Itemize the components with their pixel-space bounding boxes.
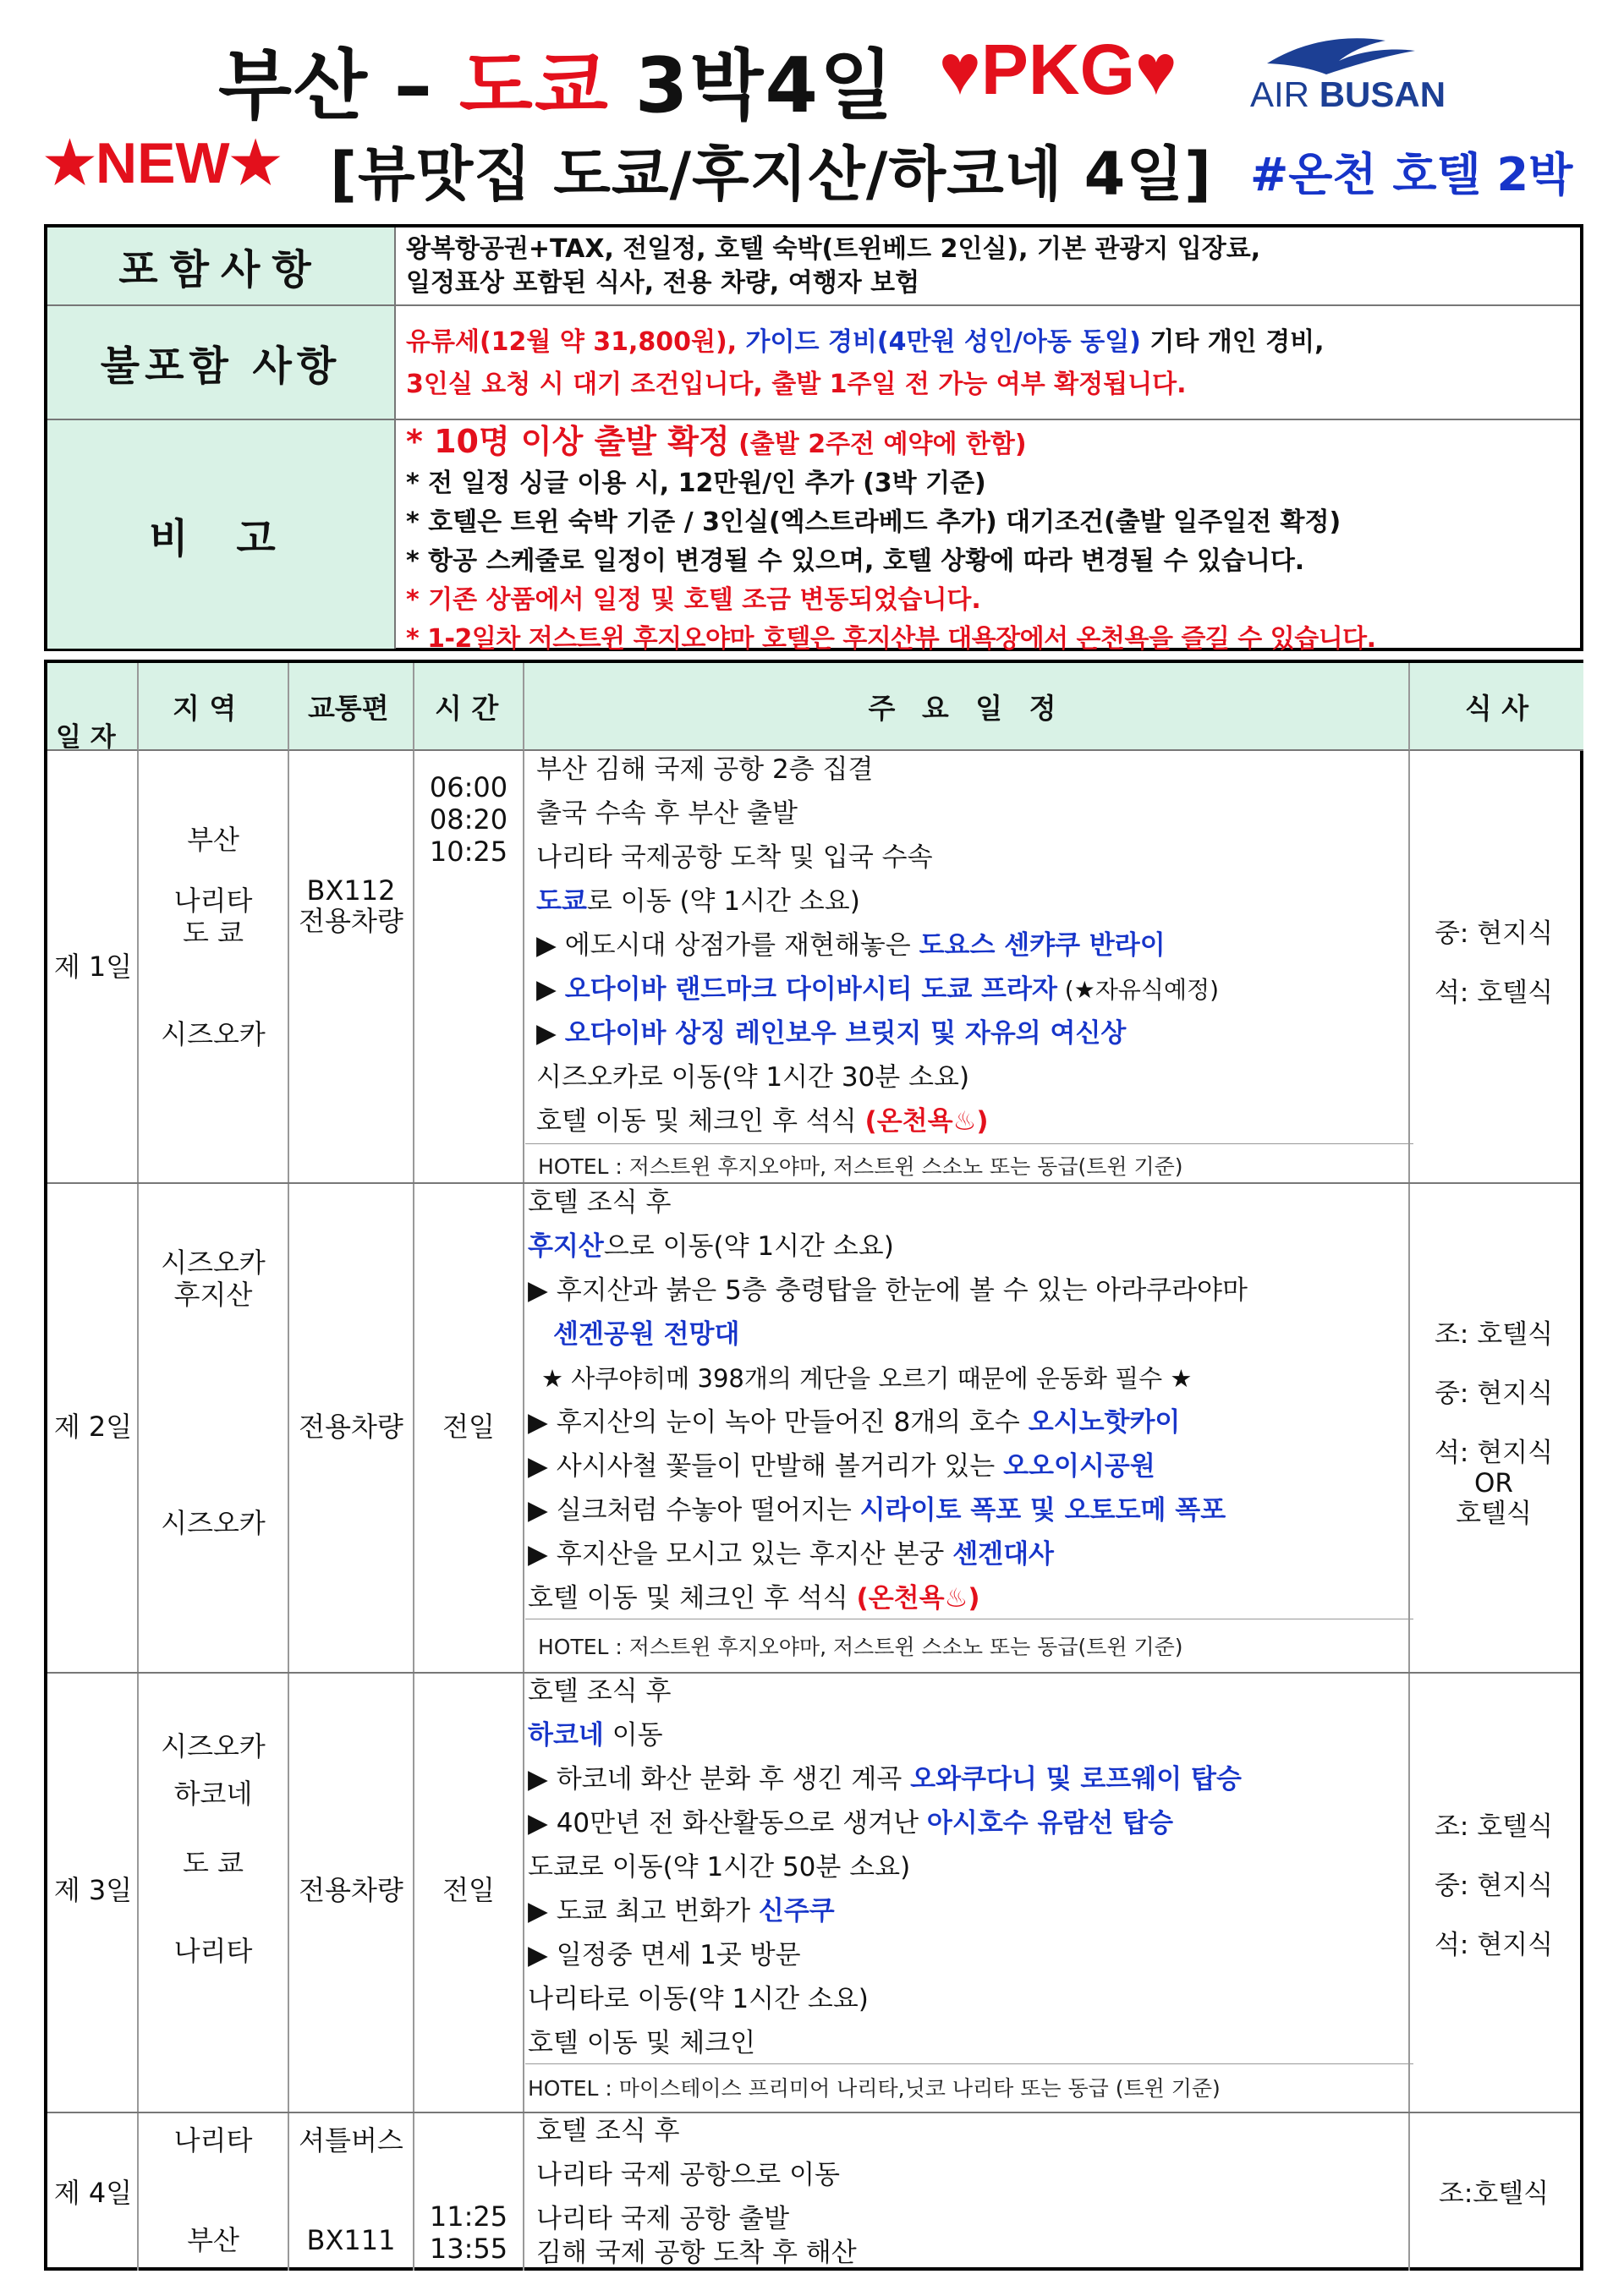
- excluded-content: [406, 306, 1572, 434]
- onsen-hotel-tag: #온천 호텔 2박: [1250, 148, 1573, 201]
- hotel-note: HOTEL : 마이스테이스 프리미어 나리타,닛코 나리타 또는 동급 (트윈 기준): [528, 2076, 1221, 2101]
- activity: 나리타 국제 공항 출발: [536, 2204, 790, 2234]
- day-label: 제 3일: [53, 1874, 133, 1906]
- time: 08:20: [429, 803, 508, 836]
- wordmark-air: AIR: [1250, 74, 1310, 114]
- activity: [528, 1581, 980, 1615]
- meal: 조: 호텔식: [1434, 1811, 1554, 1842]
- highlight: 오다이바 상징 레인보우 브릿지 및 자유의 여신상: [564, 1018, 1127, 1049]
- time: 06:00: [429, 771, 508, 803]
- meal: OR: [1474, 1468, 1513, 1499]
- notes-line-2: * 전 일정 싱글 이용 시, 12만원/인 추가 (3박 기준): [406, 469, 986, 498]
- title-duration: 3박4일: [634, 41, 895, 130]
- header-meals-text: 식 사: [1464, 692, 1529, 725]
- region: 도 쿄: [183, 917, 244, 949]
- activity: 나리타로 이동(약 1시간 소요): [528, 1984, 869, 2014]
- header-itinerary-text: 주 요 일 정: [868, 692, 1065, 725]
- info-table: [44, 224, 1583, 654]
- notes-label: 비 고: [47, 420, 396, 649]
- activity-text: ▶ 후지산을 모시고 있는 후지산 본궁: [528, 1539, 953, 1570]
- region: 나리타: [173, 1935, 253, 1967]
- activity: [536, 885, 860, 918]
- activity-text: ▶: [536, 1018, 565, 1049]
- activity: [536, 1016, 1126, 1050]
- highlight: 도요스 센캬쿠 반라이: [919, 930, 1166, 961]
- title-dash: –: [393, 41, 434, 130]
- highlight: 오와쿠다니 및 로프웨이 탑승: [910, 1764, 1242, 1795]
- activity: [528, 1449, 1155, 1483]
- activity-text: 호텔 이동 및 체크인 후 석식: [528, 1583, 857, 1614]
- activity: 부산 김해 국제 공항 2층 집결: [536, 754, 874, 785]
- highlight: 하코네: [528, 1720, 604, 1751]
- title-line: [0, 15, 1624, 130]
- activity-text: ▶ 40만년 전 화산활동으로 생겨난: [528, 1808, 927, 1838]
- activity-text: ▶ 에도시대 상점가를 재현해놓은: [536, 930, 919, 961]
- time: 13:55: [429, 2233, 508, 2265]
- region: 시즈오카: [161, 1247, 266, 1279]
- page-title: [218, 24, 920, 134]
- excluded-row: [47, 306, 1580, 420]
- activity: 출국 수속 후 부산 출발: [536, 798, 798, 829]
- row-divider: [47, 2112, 1580, 2113]
- transport: 전용차량: [299, 905, 403, 937]
- included-content: [406, 227, 1572, 310]
- pkg-label: ♥PKG♥: [939, 30, 1177, 109]
- highlight: 도쿄: [536, 886, 587, 917]
- activity-text: ▶ 도쿄 최고 번화가: [528, 1896, 759, 1926]
- col-divider: [523, 751, 524, 2271]
- activity-text: ▶ 하코네 화산 분화 후 생긴 계곡: [528, 1764, 911, 1795]
- header-day-text: 일 자: [56, 722, 116, 753]
- highlight: 오오이시공원: [1003, 1451, 1155, 1482]
- day-label: 제 2일: [53, 1411, 133, 1443]
- region: 부산: [187, 2224, 239, 2256]
- highlight: 시라이토 폭포 및 오토도메 폭포: [859, 1495, 1226, 1526]
- meal: 중: 현지식: [1434, 1378, 1554, 1409]
- header-time: [414, 663, 524, 751]
- activity-text: 으로 이동(약 1시간 소요): [603, 1231, 894, 1262]
- activity: [528, 1894, 835, 1928]
- schedule-table: [44, 660, 1583, 2271]
- activity-text: ▶ 사시사철 꽃들이 만발해 볼거리가 있는: [528, 1451, 1004, 1482]
- activity: [536, 1104, 989, 1138]
- activity: [553, 1318, 739, 1351]
- activity-text: ▶ 실크처럼 수놓아 떨어지는: [528, 1495, 860, 1526]
- flight-number: BX112: [306, 874, 396, 907]
- activity: [528, 1406, 1180, 1439]
- highlight: 센겐대사: [952, 1539, 1055, 1570]
- activity: [536, 929, 1166, 962]
- activity: 호텔 이동 및 체크인: [528, 2028, 756, 2058]
- day-label: 제 1일: [53, 951, 133, 983]
- notes-line-3: * 호텔은 트윈 숙박 기준 / 3인실(엑스트라베드 추가) 대기조건(출발 일주일전 확정): [406, 507, 1341, 537]
- hotel-divider: [525, 2063, 1413, 2064]
- included-row: [47, 227, 1580, 306]
- activity: 김해 국제 공항 도착 후 해산: [536, 2238, 857, 2268]
- excluded-label: 불포함 사항: [47, 306, 396, 419]
- meal: 석: 현지식: [1434, 1438, 1554, 1468]
- header-region: [139, 663, 289, 751]
- region: 도 쿄: [183, 1847, 244, 1879]
- activity: [536, 973, 1219, 1007]
- included-label: 포함사항: [47, 227, 396, 304]
- meal: 중: 현지식: [1434, 1871, 1554, 1901]
- hotel-note: HOTEL : 저스트윈 후지오야마, 저스트윈 스소노 또는 동급(트윈 기준): [538, 1635, 1183, 1659]
- activity: [528, 1762, 1242, 1796]
- highlight: 오시노핫카이: [1028, 1407, 1181, 1438]
- hotel-note: HOTEL : 저스트윈 후지오야마, 저스트윈 스소노 또는 동급(트윈 기준): [538, 1154, 1183, 1179]
- activity: ★ 사쿠야히메 398개의 계단을 오르기 때문에 운동화 필수 ★: [541, 1364, 1193, 1393]
- region: 하코네: [173, 1778, 253, 1810]
- region: 후지산: [173, 1279, 253, 1311]
- included-line-1: 왕복항공권+TAX, 전일정, 호텔 숙박(트윈베드 2인실), 기본 관광지 입장료,: [406, 234, 1261, 264]
- meal: 호텔식: [1456, 1499, 1532, 1529]
- flight-number: BX111: [306, 2224, 396, 2256]
- notes-row: [47, 420, 1580, 654]
- header-transport-text: 교통편: [308, 692, 389, 725]
- activity: 나리타 국제공항 도착 및 입국 수속: [536, 842, 933, 873]
- header-itinerary: [524, 663, 1410, 751]
- region: 나리타: [173, 885, 253, 917]
- activity-text: (★자유식예정): [1056, 976, 1219, 1004]
- activity: 나리타 국제 공항으로 이동: [536, 2160, 840, 2190]
- bird-logo-icon: [1250, 25, 1428, 76]
- region: 부산: [187, 824, 239, 856]
- header-region-text: 지 역: [173, 692, 237, 725]
- meal: 조:호텔식: [1438, 2178, 1550, 2209]
- new-badge: ★NEW★: [44, 131, 282, 195]
- subtitle-line: [0, 127, 1624, 207]
- time: 11:25: [429, 2200, 508, 2233]
- title-origin: 부산: [218, 41, 369, 130]
- meal: 중: 현지식: [1434, 918, 1554, 949]
- activity: [528, 1537, 1054, 1571]
- activity: 호텔 조식 후: [528, 1187, 672, 1218]
- activity: [528, 1493, 1226, 1527]
- hotel-divider: [525, 1143, 1413, 1144]
- onsen-highlight: (온천욕♨): [864, 1106, 989, 1137]
- activity: 도쿄로 이동(약 1시간 50분 소요): [528, 1852, 911, 1882]
- highlight: 오다이바 랜드마크 다이바시티 도쿄 프라자: [564, 974, 1057, 1005]
- row-divider: [47, 1182, 1580, 1184]
- included-line-2: 일정표상 포함된 식사, 전용 차량, 여행자 보험: [406, 268, 920, 298]
- air-busan-wordmark: [1250, 74, 1446, 115]
- header-meals: [1410, 663, 1583, 751]
- personal-expense: 기타 개인 경비,: [1140, 327, 1325, 357]
- transport: 셔틀버스: [299, 2124, 403, 2156]
- header-transport: [289, 663, 414, 751]
- region: 시즈오카: [161, 1730, 266, 1762]
- activity-text: ▶ 후지산의 눈이 녹아 만들어진 8개의 호수: [528, 1407, 1029, 1438]
- title-destination: 도쿄: [458, 41, 610, 130]
- highlight: 신주쿠: [758, 1896, 835, 1926]
- meal: 석: 호텔식: [1434, 978, 1554, 1008]
- region: 시즈오카: [161, 1018, 266, 1050]
- air-busan-logo: [1250, 25, 1446, 118]
- excluded-line-1: [406, 321, 1572, 364]
- notes-line-4: * 항공 스케줄로 일정이 변경될 수 있으며, 호텔 상황에 따라 변경될 수 있습니다.: [406, 546, 1305, 576]
- highlight: 아시호수 유람선 탑승: [926, 1808, 1174, 1838]
- header-time-text: 시 간: [435, 692, 499, 725]
- region: 시즈오카: [161, 1507, 266, 1539]
- activity: 시즈오카로 이동(약 1시간 30분 소요): [536, 1062, 970, 1093]
- activity: [528, 1806, 1173, 1840]
- package-subtitle: [뷰맛집 도쿄/후지산/하코네 4일]: [330, 140, 1213, 209]
- guide-fee: 가이드 경비(4만원 성인/아동 동일): [737, 327, 1141, 357]
- time: 10:25: [429, 836, 508, 868]
- min-departure: * 10명 이상 출발 확정: [406, 423, 730, 460]
- fuel-surcharge: 유류세(12월 약 31,800원),: [406, 327, 738, 357]
- highlight: 센겐공원 전망대: [553, 1319, 740, 1350]
- activity-text: 이동: [603, 1720, 663, 1751]
- time: 전일: [442, 1874, 495, 1906]
- col-divider: [413, 751, 414, 2271]
- row-divider: [47, 1672, 1580, 1674]
- notes-content: [406, 420, 1572, 654]
- min-departure-note: (출발 2주전 예약에 한함): [729, 430, 1027, 459]
- activity: [528, 1230, 894, 1263]
- activity: 호텔 조식 후: [528, 1676, 672, 1707]
- activity: 호텔 조식 후: [536, 2116, 680, 2146]
- time: 전일: [442, 1411, 495, 1443]
- region: 나리타: [173, 2124, 253, 2156]
- wordmark-busan: BUSAN: [1319, 74, 1446, 114]
- meal: 조: 호텔식: [1434, 1319, 1554, 1350]
- excluded-line-2: 3인실 요청 시 대기 조건입니다, 출발 1주일 전 가능 여부 확정됩니다.: [406, 370, 1187, 399]
- notes-line-5: * 기존 상품에서 일정 및 호텔 조금 변동되었습니다.: [406, 585, 981, 615]
- notes-line-1: [406, 422, 1572, 464]
- col-divider: [288, 751, 289, 2271]
- activity: ▶ 일정중 면세 1곳 방문: [528, 1940, 801, 1970]
- activity: [528, 1718, 663, 1752]
- activity-text: 로 이동 (약 1시간 소요): [586, 886, 860, 917]
- onsen-highlight: (온천욕♨): [856, 1583, 980, 1614]
- highlight: 후지산: [528, 1231, 604, 1262]
- transport: 전용차량: [299, 1411, 403, 1443]
- activity-text: 호텔 이동 및 체크인 후 석식: [536, 1106, 865, 1137]
- day-label: 제 4일: [53, 2177, 133, 2209]
- transport: 전용차량: [299, 1874, 403, 1906]
- activity: ▶ 후지산과 붉은 5층 충령탑을 한눈에 볼 수 있는 아라쿠라야마: [528, 1275, 1248, 1306]
- notes-line-6: * 1-2일차 저스트윈 후지오야마 호텔은 후지산뷰 대욕장에서 온천욕을 즐길 수 있습니다.: [406, 624, 1376, 654]
- header-day: [47, 663, 139, 751]
- meal: 석: 현지식: [1434, 1930, 1554, 1960]
- activity-text: ▶: [536, 974, 565, 1005]
